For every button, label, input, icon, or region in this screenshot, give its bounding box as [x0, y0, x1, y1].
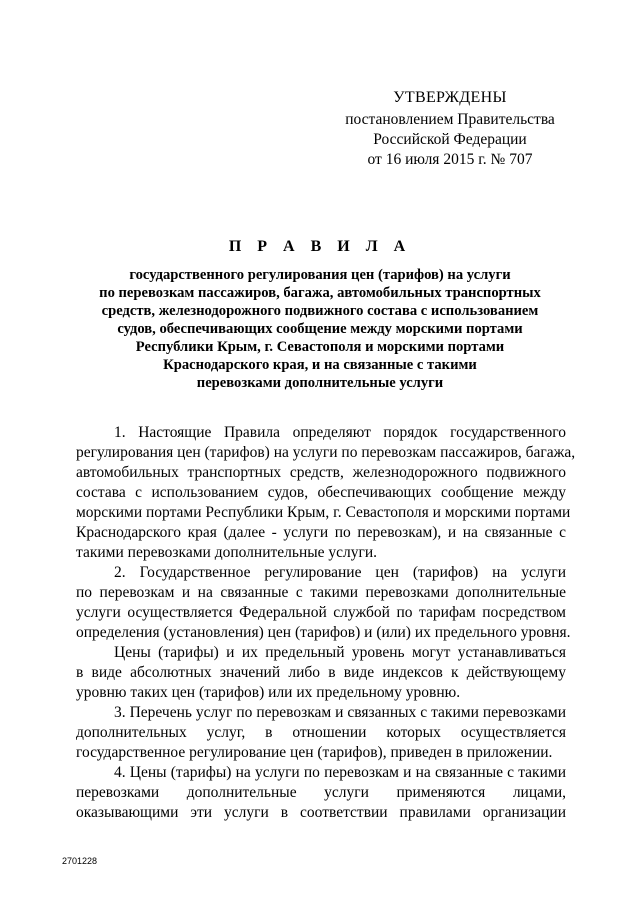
text-line: регулирования цен (тарифов) на услуги по перевозкам пассажиров, багажа, [76, 444, 576, 461]
text-line: Краснодарского края (далее - услуги по перевозкам), и на связанные с [76, 524, 566, 541]
paragraph-2 [76, 563, 571, 643]
document-subtitle-line: Республики Крым, г. Севастополя и морскими портами [135, 339, 505, 355]
document-subtitle-line: по перевозкам пассажиров, багажа, автомобильных транспортных [99, 285, 541, 301]
text-line: оказывающими эти услуги в соответствии правилами организации [76, 804, 566, 821]
approval-date: от 16 июля 2015 г. № 707 [367, 151, 533, 168]
text-line: 4. Цены (тарифы) на услуги по перевозкам и на связанные с такими [114, 764, 566, 781]
text-line: 2. Государственное регулирование цен (тарифов) на услуги [114, 564, 566, 581]
paragraph-2-continued [76, 643, 566, 703]
document-subtitle-line: судов, обеспечивающих сообщение между морскими портами [117, 321, 523, 337]
paragraph-3 [76, 703, 566, 763]
document-title [70, 238, 570, 392]
paragraph-4 [76, 763, 566, 823]
text-line: такими перевозками дополнительные услуги. [76, 544, 378, 561]
text-line: морскими портами Республики Крым, г. Севастополя и морскими портами [76, 504, 571, 521]
document-subtitle-line: государственного регулирования цен (тарифов) на услуги [129, 267, 511, 283]
document-subtitle-line: Краснодарского края, и на связанные с такими [163, 357, 477, 373]
document-subtitle-line: средств, железнодорожного подвижного состава с использованием [101, 303, 539, 319]
document-body [76, 423, 576, 823]
paragraph-1 [76, 423, 576, 563]
document-type-heading: П Р А В И Л А [228, 238, 412, 255]
text-line: дополнительных услуг, в отношении которых осуществляется [76, 724, 566, 741]
text-line: перевозками дополнительные услуги применяются лицами, [76, 784, 566, 801]
text-line: услуги осуществляется Федеральной службой по тарифам посредством [76, 604, 566, 621]
approval-heading: УТВЕРЖДЕНЫ [393, 89, 507, 106]
text-line: 1. Настоящие Правила определяют порядок государственного [114, 424, 566, 441]
text-line: автомобильных транспортных средств, железнодорожного подвижного [76, 464, 566, 481]
text-line: определения (установления) цен (тарифов) и (или) их предельного уровня. [76, 624, 571, 641]
document-code: 2701228 [62, 856, 98, 866]
text-line: в виде абсолютных значений либо в виде индексов к действующему [76, 664, 566, 681]
text-line: состава с использованием судов, обеспечивающих сообщение между [76, 484, 566, 501]
approval-stamp [330, 88, 570, 170]
approval-line: постановлением Правительства [345, 111, 555, 128]
approval-line: Российской Федерации [373, 131, 527, 148]
text-line: по перевозкам и на связанные с такими перевозками дополнительные [76, 584, 566, 601]
text-line: Цены (тарифы) и их предельный уровень могут устанавливаться [114, 644, 566, 661]
text-line: государственное регулирование цен (тарифов), приведен в приложении. [76, 744, 553, 761]
text-line: 3. Перечень услуг по перевозкам и связанных с такими перевозками [114, 704, 566, 721]
document-subtitle-line: перевозками дополнительные услуги [196, 375, 444, 391]
text-line: уровню таких цен (тарифов) или их предельному уровню. [76, 684, 461, 701]
